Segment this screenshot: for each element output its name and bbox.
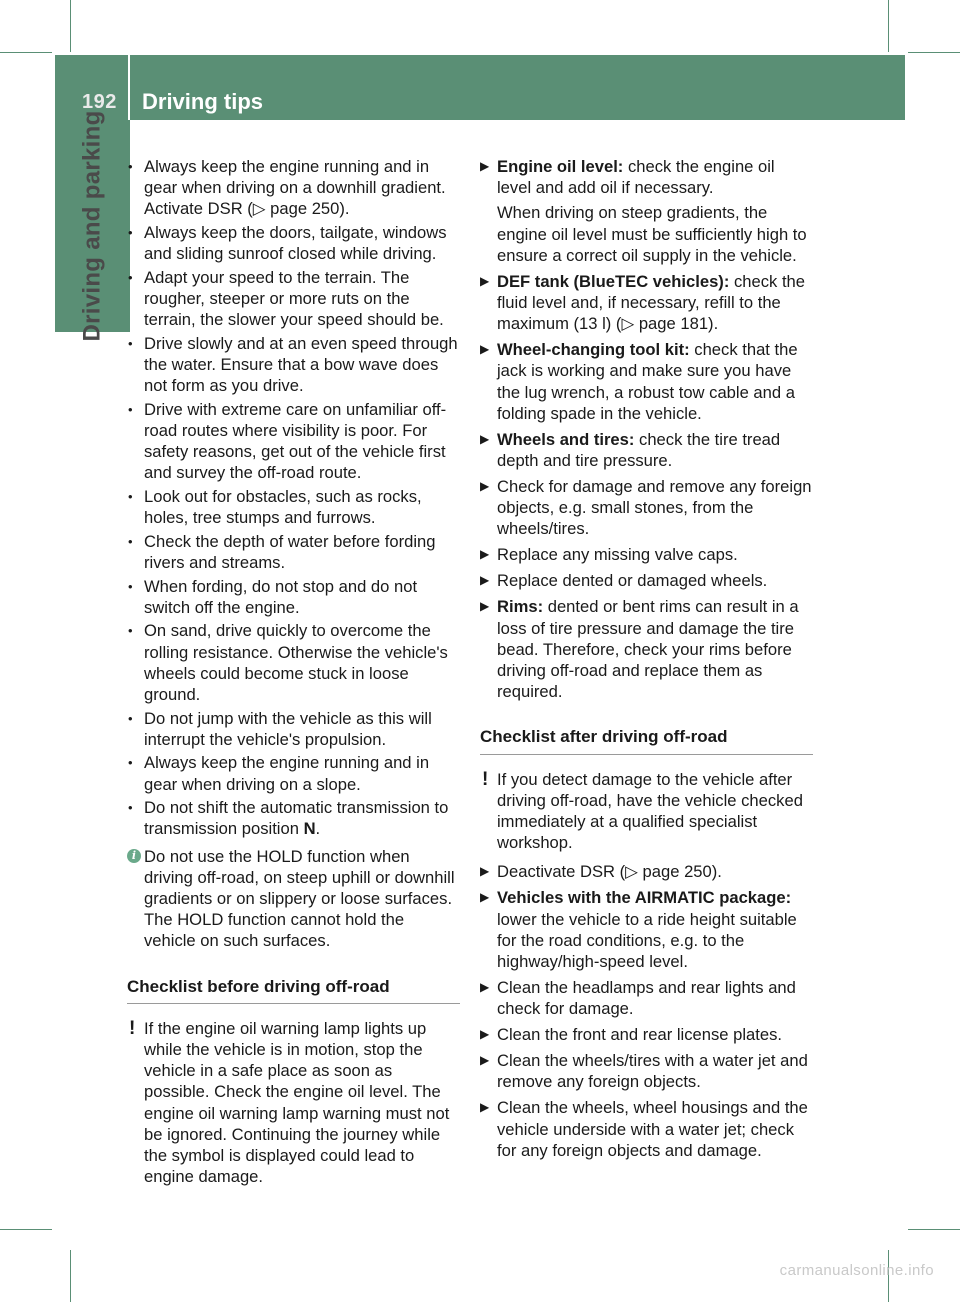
crop-mark <box>0 1229 52 1230</box>
crop-mark <box>908 52 960 53</box>
arrow-icon: ▶ <box>480 599 490 614</box>
watermark: carmanualsonline.info <box>779 1262 934 1279</box>
arrow-icon: ▶ <box>480 431 490 446</box>
crop-mark <box>70 1250 71 1302</box>
list-item: • Look out for obstacles, such as rocks, holes, tree stumps and furrows. <box>128 487 422 528</box>
list-item: • Check the depth of water before fording rivers and streams. <box>128 531 436 572</box>
crop-mark <box>888 0 889 52</box>
crop-mark <box>908 1229 960 1230</box>
bullet-icon: • <box>128 335 133 351</box>
list-item: ▶ Engine oil level: check the engine oil level and add oil if necessary. When driving on steep gradients, the engine oil level must be sufficiently high to ensure a correct oil supply in the vehicle. <box>480 156 813 266</box>
list-item: • Do not jump with the vehicle as this will interrupt the vehicle's propulsion. <box>128 708 432 749</box>
bullet-icon: • <box>128 489 133 504</box>
bullet-icon: • <box>128 578 133 594</box>
list-item: • Always keep the engine running and in gear when driving on a slope. <box>128 753 430 794</box>
list-item: ▶ DEF tank (BlueTEC vehicles): check the fluid level and, if necessary, refill to the maximum (13 l) (▷ page 181). <box>480 271 806 334</box>
bullet-icon: • <box>128 800 133 816</box>
warning-icon: ! <box>482 768 489 790</box>
chapter-side-tab <box>55 110 130 342</box>
list-item: ▶ Wheels and tires: check the tire tread depth and tire pressure. <box>480 429 781 471</box>
section-heading-after: Checklist after driving off-road <box>480 726 813 754</box>
list-item: • Always keep the doors, tailgate, windows and sliding sunroof closed while driving. <box>128 223 447 264</box>
bullet-icon: • <box>128 623 133 639</box>
list-item: • Drive slowly and at an even speed through the water. Ensure that a bow wave does not form as you drive. <box>128 333 458 396</box>
list-item: ▶ Wheel-changing tool kit: check that the jack is working and make sure you have the lug wrench, a robust tow cable and a folding spade in the vehicle. <box>480 340 798 423</box>
list-item: ▶ Clean the front and rear license plates. <box>480 1025 783 1045</box>
list-item: • Always keep the engine running and in gear when driving on a downhill gradient. Activate DSR (▷ page 250). <box>128 157 446 219</box>
arrow-icon: ▶ <box>480 273 490 288</box>
page-number: 192 <box>82 91 117 113</box>
crop-mark <box>70 0 71 52</box>
list-item: ▶ Deactivate DSR (▷ page 250). <box>480 862 722 882</box>
bullet-icon: • <box>128 159 133 174</box>
warning-note: ! If the engine oil warning lamp lights up while the vehicle is in motion, stop the vehicle in a safe place as soon as possible. Check the engine oil level. The engine oil warning lamp warning must not be ignored. Continuing the journey while the symbol is displayed could lead to engine damage. <box>129 1017 450 1187</box>
sub-text: When driving on steep gradients, the engine oil level must be sufficiently high to ensure a correct oil supply in the vehicle. <box>497 203 807 265</box>
arrow-icon: ▶ <box>480 980 490 995</box>
arrow-icon: ▶ <box>480 1100 490 1115</box>
bullet-icon: • <box>128 225 133 240</box>
arrow-icon: ▶ <box>480 342 490 357</box>
list-item: ▶ Replace dented or damaged wheels. <box>480 571 768 591</box>
page-title: Driving tips <box>142 89 264 114</box>
arrow-icon: ▶ <box>480 1027 490 1042</box>
list-item: ▶ Clean the wheels, wheel housings and the vehicle underside with a water jet; check for any foreign objects and damage. <box>480 1098 808 1160</box>
bullet-icon: • <box>128 710 133 726</box>
section-heading-before: Checklist before driving off-road <box>127 976 460 1004</box>
header-divider <box>128 55 130 120</box>
bullet-icon: • <box>128 401 133 417</box>
right-column <box>480 156 813 1166</box>
list-item: ▶ Clean the headlamps and rear lights and check for damage. <box>480 978 796 1019</box>
list-item: ▶ Replace any missing valve caps. <box>480 545 738 565</box>
arrow-icon: ▶ <box>480 864 490 879</box>
bullet-icon: • <box>128 533 133 549</box>
list-item: ▶ Clean the wheels/tires with a water jet and remove any foreign objects. <box>480 1051 808 1092</box>
arrow-icon: ▶ <box>480 479 490 494</box>
arrow-icon: ▶ <box>480 159 490 173</box>
list-item: ▶ Vehicles with the AIRMATIC package: lower the vehicle to a ride height suitable for the road conditions, e.g. to the highway/high-speed level. <box>480 888 797 972</box>
info-icon: i <box>127 849 141 863</box>
list-item: • On sand, drive quickly to overcome the rolling resistance. Otherwise the vehicle's wheels could become stuck in loose ground. <box>128 621 448 704</box>
arrow-icon: ▶ <box>480 1053 490 1068</box>
warning-icon: ! <box>129 1017 136 1039</box>
info-note: i Do not use the HOLD function when driving off-road, on steep uphill or downhill gradients or on slippery or loose surfaces. The HOLD function cannot hold the vehicle on such surfaces. <box>127 846 460 952</box>
list-item: • Adapt your speed to the terrain. The rougher, steeper or more ruts on the terrain, the slower your speed should be. <box>128 267 444 330</box>
list-item: • Drive with extreme care on unfamiliar off-road routes where visibility is poor. For safety reasons, get out of the vehicle first and survey the off-road route. <box>128 399 447 483</box>
crop-mark <box>0 52 52 53</box>
page-header <box>55 55 905 120</box>
list-item: ▶ Rims: dented or bent rims can result in a loss of tire pressure and damage the tire bead. Therefore, check your rims before driving off-road and replace them as required. <box>480 597 799 702</box>
arrow-icon: ▶ <box>480 573 490 588</box>
arrow-icon: ▶ <box>480 547 490 562</box>
bullet-icon: • <box>128 269 133 285</box>
warning-note: ! If you detect damage to the vehicle after driving off-road, have the vehicle checked immediately at a qualified specialist workshop. <box>482 768 803 853</box>
left-column <box>127 156 460 1187</box>
list-item: • Do not shift the automatic transmission to transmission position N. <box>128 798 449 839</box>
arrow-icon: ▶ <box>480 890 490 905</box>
chapter-label: Driving and parking <box>78 110 106 342</box>
bullet-icon: • <box>128 755 133 771</box>
list-item: • When fording, do not stop and do not switch off the engine. <box>128 576 418 617</box>
list-item: ▶ Check for damage and remove any foreign objects, e.g. small stones, from the wheels/tires. <box>480 477 812 539</box>
